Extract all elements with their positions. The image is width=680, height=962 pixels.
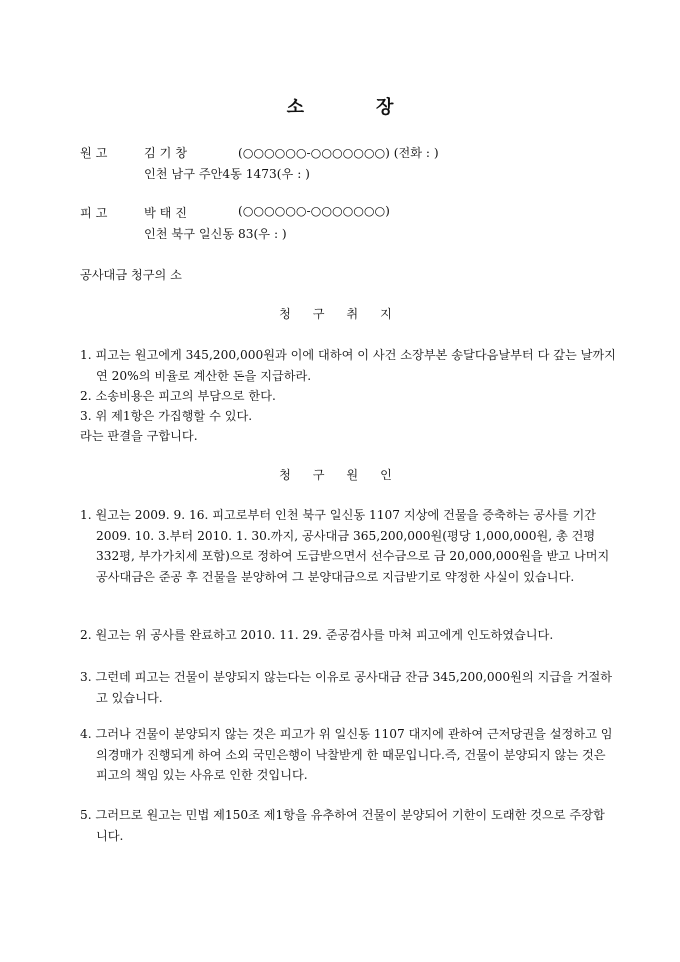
item-text: 그런데 피고는 건물이 분양되지 않는다는 이유로 공사대금 잔금 345,200,000원의 지급을 거절하고 있습니다.: [95, 670, 613, 705]
claim-cause-item: [80, 667, 616, 708]
title-char-1: 소: [286, 97, 304, 118]
item-number: 5.: [80, 808, 92, 822]
case-title: 공사대금 청구의 소: [80, 268, 182, 282]
item-number: 2.: [80, 389, 92, 403]
claim-purpose-heading: 청 구 취 지: [279, 307, 401, 321]
defendant-address: 인천 북구 일신동 83(우 : ): [144, 227, 287, 241]
claim-purpose-item: [80, 345, 616, 386]
claim-purpose-closing: 라는 판결을 구합니다.: [80, 429, 198, 443]
claim-cause-item: [80, 505, 616, 587]
item-number: 3.: [80, 409, 92, 423]
item-number: 1.: [80, 348, 92, 362]
claim-purpose-item: [80, 386, 616, 407]
item-number: 3.: [80, 670, 92, 684]
document-title: [0, 93, 680, 119]
item-number: 4.: [80, 727, 92, 741]
item-text: 그러나 건물이 분양되지 않는 것은 피고가 위 일신동 1107 대지에 관하여 근저당권을 설정하고 임의경매가 진행되게 하여 소외 국민은행이 낙찰받게 한 때문입니다.즉, 건물이 분양되지 않는 것은 피고의 책임 있는 사유로 인한 것입니다.: [95, 727, 613, 782]
claim-cause-item: [80, 724, 616, 786]
item-text: 위 제1항은 가집행할 수 있다.: [95, 409, 253, 423]
item-number: 1.: [80, 508, 92, 522]
claim-cause-heading: 청 구 원 인: [279, 468, 401, 482]
plaintiff-address: 인천 남구 주안4동 1473(우 : ): [144, 167, 310, 181]
plaintiff-label: 원 고: [80, 146, 108, 160]
item-number: 2.: [80, 628, 92, 642]
plaintiff-id-phone: (○○○○○○-○○○○○○○) (전화 : ): [238, 146, 439, 160]
defendant-id: (○○○○○○-○○○○○○○): [238, 204, 390, 218]
item-text: 소송비용은 피고의 부담으로 한다.: [95, 389, 276, 403]
claim-cause-item: [80, 625, 616, 646]
title-char-2: 장: [376, 97, 394, 118]
defendant-label: 피 고: [80, 206, 108, 220]
plaintiff-name: 김 기 창: [144, 146, 188, 160]
claim-purpose-item: [80, 406, 616, 427]
item-text: 원고는 2009. 9. 16. 피고로부터 인천 북구 일신동 1107 지상에 건물을 증축하는 공사를 기간 2009. 10. 3.부터 2010. 1. 30.까지, 공사대금 365,200,000원(평당 1,000,000원, 총 건평 332평, 부가가치세 포함)으로 정하여 도급받으면서 선수금으로 금 20,000,000원을 받고 나머지 공사대금은 준공 후 건물을 분양하여 그 분양대금으로 지급받기로 약정한 사실이 있습니다.: [95, 508, 610, 584]
item-text: 원고는 위 공사를 완료하고 2010. 11. 29. 준공검사를 마쳐 피고에게 인도하였습니다.: [95, 628, 554, 642]
defendant-name: 박 태 진: [144, 206, 188, 220]
item-text: 피고는 원고에게 345,200,000원과 이에 대하여 이 사건 소장부본 송달다음날부터 다 갚는 날까지 연 20%의 비율로 계산한 돈을 지급하라.: [95, 348, 616, 383]
claim-cause-item: [80, 805, 616, 846]
item-text: 그러므로 원고는 민법 제150조 제1항을 유추하여 건물이 분양되어 기한이 도래한 것으로 주장합니다.: [95, 808, 605, 843]
